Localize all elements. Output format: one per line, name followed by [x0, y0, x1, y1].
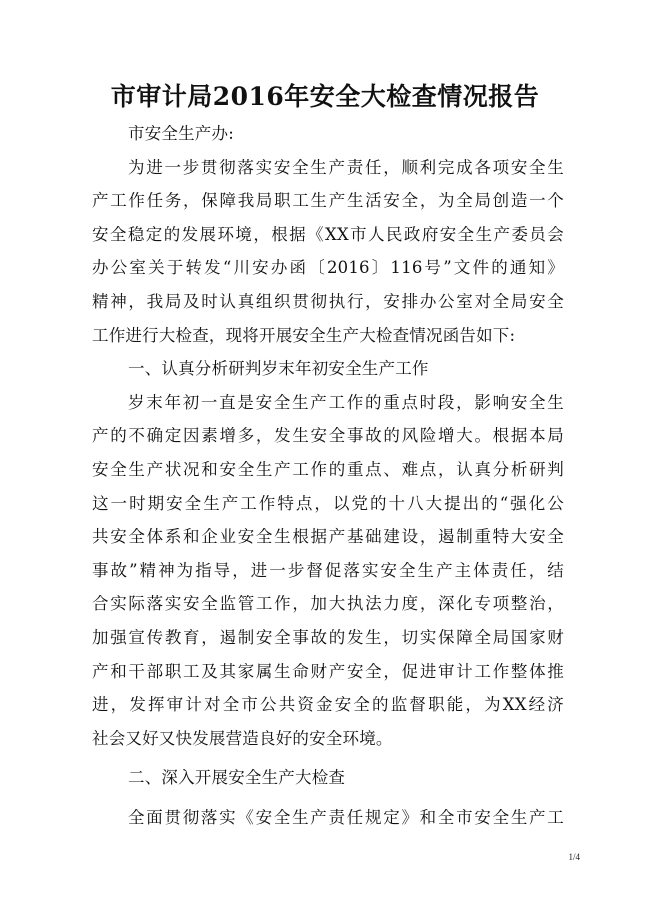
text-line: 进，发挥审计对全市公共资金安全的监督职能，为XX经济 [92, 695, 564, 715]
text-line: 岁末年初一直是安全生产工作的重点时段，影响安全生 [128, 392, 564, 412]
text-line: 市安全生产办: [128, 124, 234, 143]
text-line: 社会又好又快发展营造良好的安全环境。 [92, 728, 393, 748]
text-line: 为进一步贯彻落实安全生产责任，顺利完成各项安全生 [128, 157, 564, 177]
text-line: 共安全体系和企业安全生根据产基础建设，遏制重特大安全 [92, 527, 564, 547]
text-line: 安全稳定的发展环境，根据《XX市人民政府安全生产委员会 [92, 224, 564, 244]
document-title: 市审计局2016年安全大检查情况报告 [110, 82, 540, 111]
text-line: 加强宣传教育，遏制安全事故的发生，切实保障全局国家财 [92, 627, 564, 647]
text-line: 产的不确定因素增多，发生安全事故的风险增大。根据本局 [92, 426, 564, 446]
text-line: 工作进行大检查，现将开展安全生产大检查情况函告如下: [92, 325, 516, 345]
page-number: 1/4 [568, 852, 580, 862]
text-line: 全面贯彻落实《安全生产责任规定》和全市安全生产工 [128, 807, 564, 827]
text-line: 一、认真分析研判岁末年初安全生产工作 [128, 359, 429, 379]
document-body [92, 117, 564, 834]
text-line: 办公室关于转发“川安办函〔2016〕116号”文件的通知》 [92, 258, 564, 278]
text-line: 产和干部职工及其家属生命财产安全，促进审计工作整体推 [92, 661, 564, 681]
text-line: 安全生产状况和安全生产工作的重点、难点，认真分析研判 [92, 459, 564, 479]
text-line: 精神，我局及时认真组织贯彻执行，安排办公室对全局安全 [92, 291, 564, 311]
text-line: 二、深入开展安全生产大检查 [128, 768, 346, 788]
text-line: 合实际落实安全监管工作，加大执法力度，深化专项整治， [92, 594, 564, 614]
text-line: 事故”精神为指导，进一步督促落实安全生产主体责任，结 [92, 560, 564, 580]
text-line: 产工作任务，保障我局职工生产生活安全，为全局创造一个 [92, 191, 564, 211]
text-line: 这一时期安全生产工作特点，以党的十八大提出的“强化公 [92, 493, 564, 513]
